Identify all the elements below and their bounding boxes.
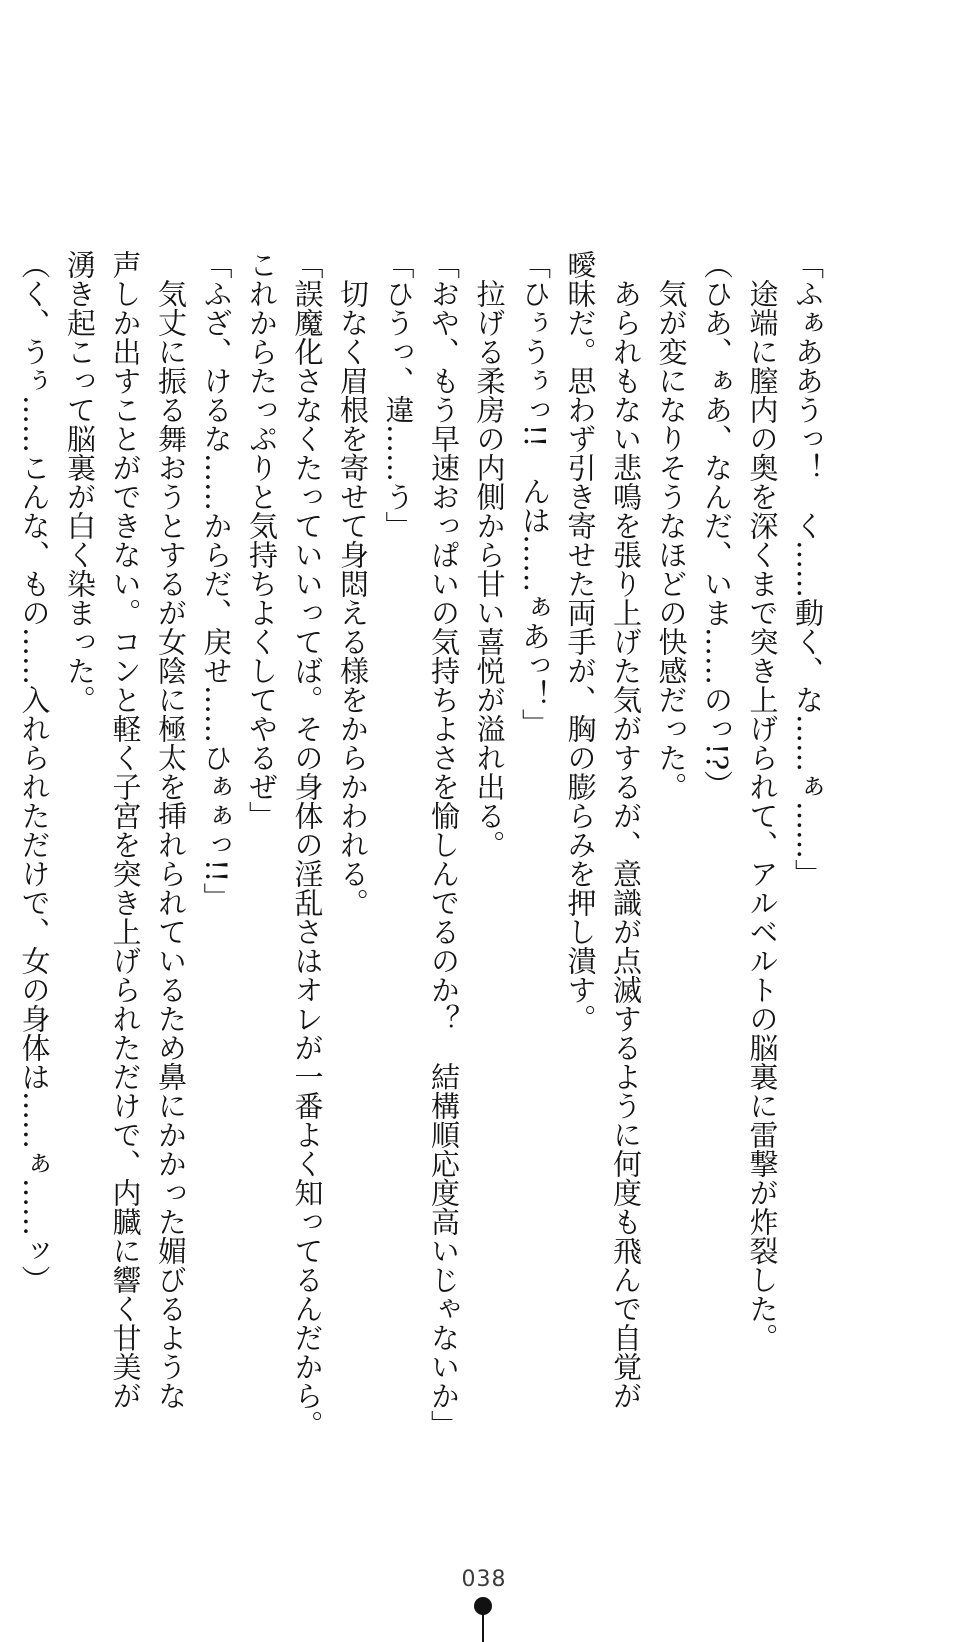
text-line: （ひあ、ぁあ、なんだ、いま……のっ!?） [700,250,734,800]
page-marker-line [482,1612,484,1642]
text-line: 「誤魔化さなくたっていいってば。その身体の淫乱さはオレが一番よく知ってるんだから。 [290,250,325,1439]
text-line: 気丈に振る舞おうとするが女陰に極太を挿れられているため鼻にかかった媚びるような [154,250,188,1410]
text-line: 「ふぁああうっ！ く……動く、な……ぁ……」 [791,250,825,888]
text-line: 気が変になりそうなほどの快感だった。 [654,250,689,801]
page-number: 038 [461,1567,507,1592]
text-line: 拉げる柔房の内側から甘い喜悦が溢れ出る。 [472,250,507,859]
text-line: 「おや、もう早速おっぱいの気持ちよさを愉しんでるのか？ 結構順応度高いじゃないか」 [427,250,461,1439]
text-line: 「ひうっ、違……う」 [381,250,416,540]
text-line: 途端に膣内の奥を深くまで突き上げられて、アルベルトの脳裏に雷撃が炸裂した。 [745,250,780,1352]
vertical-text-block [17,250,830,1500]
text-line: 「ひぅうぅっ!! んは……ぁあっ！」 [518,250,552,738]
text-line: （く、うぅ……こんな、もの……入れられただけで、女の身体は……ぁ……ッ） [17,250,52,1294]
text-line: あられもない悲鳴を張り上げた気がするが、意識が点滅するように何度も飛んで自覚が [609,250,643,1410]
text-line: 湧き起こって脳裏が白く染まった。 [63,250,97,714]
text-line: 「ふざ、けるな……からだ、戻せ……ひぁぁっ!!」 [199,250,234,912]
text-line: 曖昧だ。思わず引き寄せた両手が、胸の膨らみを押し潰す。 [563,250,598,1033]
text-line: 切なく眉根を寄せて身悶える様をからかわれる。 [336,250,370,917]
text-line: 声しか出すことができない。コンと軽く子宮を突き上げられただけで、内臓に響く甘美が [108,250,143,1410]
text-line: これからたっぷりと気持ちよくしてやるぜ」 [245,250,279,830]
